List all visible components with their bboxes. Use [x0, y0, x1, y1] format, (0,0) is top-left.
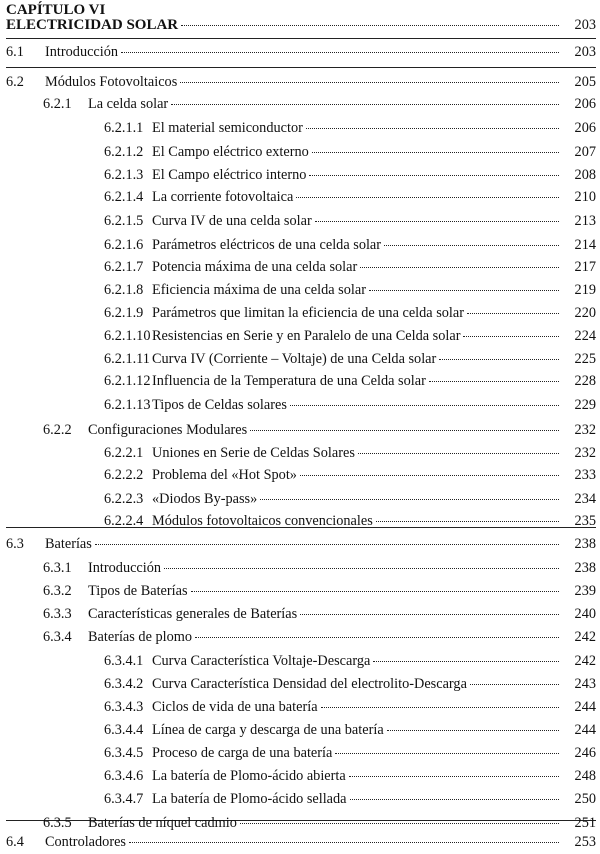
- toc-entry-page: 243: [574, 676, 596, 692]
- toc-entry[interactable]: [104, 491, 596, 511]
- toc-entry[interactable]: [104, 259, 596, 279]
- chapter-title-row[interactable]: [6, 18, 596, 33]
- leader-dots: [290, 405, 559, 406]
- toc-entry-page: 244: [574, 722, 596, 738]
- toc-entry-page: 232: [574, 422, 596, 438]
- toc-entry-title: Uniones en Serie de Celdas Solares: [152, 445, 355, 461]
- toc-entry-title: Resistencias en Serie y en Paralelo de una Celda solar: [152, 328, 461, 344]
- leader-dots: [467, 313, 559, 314]
- toc-entry-title: El Campo eléctrico externo: [152, 144, 309, 160]
- toc-entry-number: 6.3.4.7: [104, 791, 144, 807]
- toc-entry-page: 242: [574, 629, 596, 645]
- toc-entry-title: Proceso de carga de una batería: [152, 745, 333, 761]
- toc-entry-page: 250: [574, 791, 596, 807]
- toc-entry[interactable]: [104, 722, 596, 742]
- toc-entry[interactable]: [43, 583, 596, 603]
- toc-entry-number: 6.2.2.3: [104, 491, 144, 507]
- leader-dots: [171, 104, 559, 105]
- toc-entry-page: 220: [574, 305, 596, 321]
- toc-entry-title: Tipos de Baterías: [88, 583, 188, 599]
- toc-entry-page: 240: [574, 606, 596, 622]
- leader-dots: [240, 823, 559, 824]
- toc-entry-title: Baterías de níquel cadmio: [88, 815, 237, 831]
- leader-dots: [470, 684, 559, 685]
- toc-entry-page: 229: [574, 397, 596, 413]
- toc-entry-title: Baterías de plomo: [88, 629, 193, 645]
- toc-entry-title: La batería de Plomo-ácido sellada: [152, 791, 347, 807]
- toc-entry-page: 205: [574, 74, 596, 90]
- toc-entry-page: 238: [574, 536, 596, 552]
- toc-entry-number: 6.3.5: [43, 815, 72, 831]
- toc-entry-number: 6.3.4.5: [104, 745, 144, 761]
- toc-entry-title: Ciclos de vida de una batería: [152, 699, 318, 715]
- leader-dots: [306, 128, 559, 129]
- toc-entry[interactable]: [104, 513, 596, 533]
- toc-entry-page: 203: [574, 44, 596, 60]
- leader-dots: [300, 475, 559, 476]
- leader-dots: [129, 842, 559, 843]
- toc-entry[interactable]: [104, 282, 596, 302]
- toc-entry[interactable]: [104, 120, 596, 140]
- toc-entry-title: Tipos de Celdas solares: [152, 397, 287, 413]
- toc-entry[interactable]: [104, 144, 596, 164]
- chapter-label: CAPÍTULO VI: [6, 2, 106, 18]
- leader-dots: [260, 499, 559, 500]
- chapter-heading: [6, 3, 596, 33]
- toc-entry-title: Curva Característica Voltaje-Descarga: [152, 653, 371, 669]
- toc-entry-title: Baterías: [45, 536, 92, 552]
- toc-entry[interactable]: [104, 397, 596, 417]
- toc-entry[interactable]: [104, 373, 596, 393]
- leader-dots: [309, 175, 559, 176]
- toc-entry-title: Curva IV de una celda solar: [152, 213, 312, 229]
- toc-entry-number: 6.3.4.2: [104, 676, 144, 692]
- toc-entry-page: 207: [574, 144, 596, 160]
- toc-entry-title: Módulos fotovoltaicos convencionales: [152, 513, 373, 529]
- toc-entry-number: 6.2.1.5: [104, 213, 144, 229]
- toc-entry-page: 248: [574, 768, 596, 784]
- toc-entry[interactable]: [104, 768, 596, 788]
- leader-dots: [384, 245, 559, 246]
- toc-entry-number: 6.2.1.2: [104, 144, 144, 160]
- toc-entry-title: Introducción: [88, 560, 162, 576]
- leader-dots: [376, 521, 559, 522]
- toc-entry[interactable]: [43, 629, 596, 649]
- toc-entry[interactable]: [104, 189, 596, 209]
- leader-dots: [300, 614, 559, 615]
- toc-entry-number: 6.2.2.4: [104, 513, 144, 529]
- toc-entry-title: Configuraciones Modulares: [88, 422, 248, 438]
- toc-entry-page: 208: [574, 167, 596, 183]
- toc-entry-number: 6.2.2.1: [104, 445, 144, 461]
- leader-dots: [358, 453, 559, 454]
- leader-dots: [191, 591, 559, 592]
- toc-entry-number: 6.1: [6, 44, 24, 60]
- toc-entry-title: Potencia máxima de una celda solar: [152, 259, 358, 275]
- toc-entry[interactable]: [104, 445, 596, 465]
- toc-entry-page: 244: [574, 699, 596, 715]
- leader-dots: [250, 430, 559, 431]
- toc-entry-page: 210: [574, 189, 596, 205]
- toc-entry-number: 6.2.1.1: [104, 120, 144, 136]
- divider: [6, 67, 596, 68]
- toc-entry[interactable]: [6, 536, 596, 556]
- toc-entry[interactable]: [43, 606, 596, 626]
- leader-dots: [321, 707, 559, 708]
- toc-entry-number: 6.4: [6, 834, 24, 850]
- toc-entry-number: 6.2.1.12: [104, 373, 151, 389]
- leader-dots: [121, 52, 559, 53]
- leader-dots: [335, 753, 559, 754]
- toc-entry[interactable]: [104, 467, 596, 487]
- toc-entry-page: 214: [574, 237, 596, 253]
- chapter-page: 203: [574, 17, 596, 33]
- toc-entry-title: La celda solar: [88, 96, 169, 112]
- leader-dots: [360, 267, 559, 268]
- leader-dots: [387, 730, 559, 731]
- divider: [6, 38, 596, 39]
- toc-entry-number: 6.2.1.11: [104, 351, 150, 367]
- toc-entry[interactable]: [43, 96, 596, 116]
- toc-entry-title: Eficiencia máxima de una celda solar: [152, 282, 366, 298]
- toc-entry-title: Línea de carga y descarga de una batería: [152, 722, 384, 738]
- toc-entry-title: Curva IV (Corriente – Voltaje) de una Celda solar: [152, 351, 437, 367]
- toc-entry[interactable]: [104, 167, 596, 187]
- toc-entry-title: Características generales de Baterías: [88, 606, 298, 622]
- toc-entry-number: 6.2.1.9: [104, 305, 144, 321]
- toc-entry-page: 235: [574, 513, 596, 529]
- toc-entry-page: 233: [574, 467, 596, 483]
- leader-dots: [312, 152, 559, 153]
- toc-entry-page: 228: [574, 373, 596, 389]
- leader-dots: [315, 221, 559, 222]
- toc-entry-number: 6.3.2: [43, 583, 72, 599]
- leader-dots: [439, 359, 559, 360]
- toc-entry-page: 225: [574, 351, 596, 367]
- toc-entry-title: Influencia de la Temperatura de una Celda solar: [152, 373, 426, 389]
- toc-entry-page: 251: [574, 815, 596, 831]
- toc-entry[interactable]: [104, 213, 596, 233]
- toc-entry-number: 6.3.3: [43, 606, 72, 622]
- toc-entry-title: Parámetros que limitan la eficiencia de una celda solar: [152, 305, 465, 321]
- toc-entry-number: 6.2.1.8: [104, 282, 144, 298]
- toc-entry-number: 6.3.4.4: [104, 722, 144, 738]
- toc-entry[interactable]: [43, 560, 596, 580]
- toc-entry-number: 6.2: [6, 74, 24, 90]
- toc-entry-number: 6.2.1.10: [104, 328, 151, 344]
- leader-dots: [429, 381, 559, 382]
- toc-entry-title: El Campo eléctrico interno: [152, 167, 307, 183]
- toc-entry[interactable]: [104, 745, 596, 765]
- toc-entry-number: 6.3: [6, 536, 24, 552]
- toc-entry-number: 6.2.1: [43, 96, 72, 112]
- toc-entry-title: La corriente fotovoltaica: [152, 189, 294, 205]
- toc-entry-number: 6.2.1.13: [104, 397, 151, 413]
- leader-dots: [369, 290, 559, 291]
- toc-entry-number: 6.3.4.3: [104, 699, 144, 715]
- toc-entry-page: 234: [574, 491, 596, 507]
- toc-entry[interactable]: [6, 44, 596, 64]
- toc-entry[interactable]: [104, 237, 596, 257]
- toc-entry-page: 246: [574, 745, 596, 761]
- leader-dots: [296, 197, 559, 198]
- toc-entry-title: Módulos Fotovoltaicos: [45, 74, 178, 90]
- chapter-title: ELECTRICIDAD SOLAR: [6, 17, 179, 33]
- toc-entry-number: 6.2.2: [43, 422, 72, 438]
- leader-dots: [350, 799, 559, 800]
- toc-entry-page: 224: [574, 328, 596, 344]
- toc-entry-number: 6.2.1.6: [104, 237, 144, 253]
- toc-entry[interactable]: [6, 74, 596, 94]
- toc-entry[interactable]: [104, 328, 596, 348]
- leader-dots: [349, 776, 559, 777]
- toc-entry[interactable]: [43, 815, 596, 835]
- toc-entry[interactable]: [104, 699, 596, 719]
- toc-entry[interactable]: [104, 791, 596, 811]
- toc-entry[interactable]: [104, 351, 596, 371]
- toc-entry-title: Curva Característica Densidad del electrolito-Descarga: [152, 676, 467, 692]
- toc-entry-number: 6.2.1.4: [104, 189, 144, 205]
- leader-dots: [95, 544, 559, 545]
- toc-entry-title: El material semiconductor: [152, 120, 303, 136]
- toc-entry-page: 242: [574, 653, 596, 669]
- toc-entry[interactable]: [104, 653, 596, 673]
- toc-entry-page: 219: [574, 282, 596, 298]
- toc-entry-number: 6.3.4.6: [104, 768, 144, 784]
- toc-entry[interactable]: [104, 305, 596, 325]
- toc-entry-page: 213: [574, 213, 596, 229]
- toc-entry-title: Introducción: [45, 44, 119, 60]
- toc-entry-page: 206: [574, 120, 596, 136]
- toc-entry-page: 217: [574, 259, 596, 275]
- leader-dots: [164, 568, 559, 569]
- leader-dots: [181, 25, 559, 26]
- toc-entry[interactable]: [104, 676, 596, 696]
- toc-entry-page: 238: [574, 560, 596, 576]
- toc-entry-number: 6.3.4.1: [104, 653, 144, 669]
- leader-dots: [180, 82, 559, 83]
- toc-entry-title: Problema del «Hot Spot»: [152, 467, 297, 483]
- toc-entry-number: 6.2.2.2: [104, 467, 144, 483]
- toc-entry-number: 6.3.4: [43, 629, 72, 645]
- toc-entry[interactable]: [6, 834, 596, 854]
- toc-entry-title: Parámetros eléctricos de una celda solar: [152, 237, 382, 253]
- toc-entry-page: 239: [574, 583, 596, 599]
- toc-entry-number: 6.2.1.3: [104, 167, 144, 183]
- toc-entry-page: 232: [574, 445, 596, 461]
- toc-entry-title: «Diodos By-pass»: [152, 491, 258, 507]
- toc-entry-page: 253: [574, 834, 596, 850]
- toc-entry-number: 6.3.1: [43, 560, 72, 576]
- toc-entry-number: 6.2.1.7: [104, 259, 144, 275]
- leader-dots: [463, 336, 559, 337]
- toc-entry[interactable]: [43, 422, 596, 442]
- leader-dots: [373, 661, 559, 662]
- toc-entry-title: Controladores: [45, 834, 126, 850]
- toc-entry-title: La batería de Plomo-ácido abierta: [152, 768, 346, 784]
- toc-entry-page: 206: [574, 96, 596, 112]
- leader-dots: [195, 637, 559, 638]
